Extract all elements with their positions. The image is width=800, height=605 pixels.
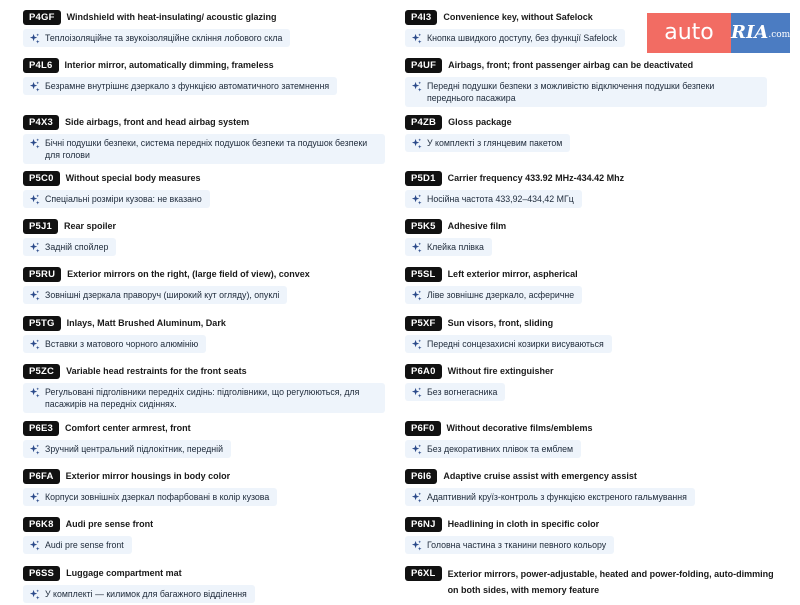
- translation-box: [23, 286, 287, 304]
- option-code-badge: P4X3: [23, 115, 59, 130]
- translation-box: [405, 134, 570, 152]
- option-code-badge: P5SL: [405, 267, 442, 282]
- option-item: [23, 421, 395, 460]
- option-item: [405, 171, 777, 210]
- translation-text: Адаптивний круїз-контроль з функцією екстреного гальмування: [427, 492, 687, 502]
- translation-text: Носійна частота 433,92–434,42 МГц: [427, 194, 574, 204]
- sparkle-icon: [29, 138, 40, 149]
- logo-ria-suffix: .com: [768, 30, 791, 40]
- translation-text: Audi pre sense front: [45, 540, 124, 550]
- option-code-badge: P4L6: [23, 58, 59, 73]
- option-name: Adaptive cruise assist with emergency assist: [443, 471, 637, 481]
- sparkle-icon: [29, 81, 40, 92]
- sparkle-icon: [29, 194, 40, 205]
- translation-box: [23, 585, 255, 603]
- sparkle-icon: [29, 290, 40, 301]
- translation-text: Спеціальні розміри кузова: не вказано: [45, 194, 202, 204]
- translation-text: Без вогнегасника: [427, 387, 498, 397]
- option-name: Carrier frequency 433.92 MHz-434.42 Mhz: [447, 173, 625, 183]
- option-code-badge: P5RU: [23, 267, 61, 282]
- option-item: [405, 364, 777, 403]
- option-name: Inlays, Matt Brushed Aluminum, Dark: [66, 318, 226, 328]
- option-item: [23, 267, 395, 306]
- sparkle-icon: [411, 492, 422, 503]
- option-code-badge: P6SS: [23, 566, 60, 581]
- translation-text: Безрамне внутрішнє дзеркало з функцією автоматичного затемнення: [45, 81, 330, 91]
- translation-box: [405, 286, 582, 304]
- translation-text: Клейка плівка: [427, 242, 484, 252]
- translation-box: [405, 238, 492, 256]
- option-item: [23, 58, 395, 97]
- option-name: Left exterior mirror, aspherical: [447, 269, 578, 279]
- sparkle-icon: [29, 339, 40, 350]
- translation-box: [23, 29, 290, 47]
- option-name: Without fire extinguisher: [447, 366, 554, 376]
- option-name: Sun visors, front, sliding: [447, 318, 554, 328]
- option-code-badge: P5D1: [405, 171, 442, 186]
- option-code-badge: P6A0: [405, 364, 442, 379]
- sparkle-icon: [411, 242, 422, 253]
- option-item: [23, 364, 395, 413]
- option-code-badge: P4I3: [405, 10, 437, 25]
- option-code-badge: P5C0: [23, 171, 60, 186]
- option-code-badge: P6E3: [23, 421, 59, 436]
- translation-text: Головна частина з тканини певного кольору: [427, 540, 607, 550]
- option-name: Audi pre sense front: [65, 519, 154, 529]
- option-name: Adhesive film: [447, 221, 507, 231]
- sparkle-icon: [29, 242, 40, 253]
- sparkle-icon: [411, 194, 422, 205]
- option-name: Side airbags, front and head airbag system: [65, 117, 250, 127]
- translation-text: Зручний центральний підлокітник, передній: [45, 444, 223, 454]
- option-item: [405, 316, 777, 355]
- translation-text: Вставки з матового чорного алюмінію: [45, 339, 199, 349]
- option-code-badge: P5TG: [23, 316, 61, 331]
- translation-box: [405, 488, 695, 506]
- option-code-badge: P6K8: [23, 517, 60, 532]
- translation-box: [405, 335, 612, 353]
- option-code-badge: P4ZB: [405, 115, 442, 130]
- option-code-badge: P4UF: [405, 58, 442, 73]
- translation-box: [23, 77, 337, 95]
- option-item: [405, 219, 777, 258]
- translation-text: Передні сонцезахисні козирки висуваються: [427, 339, 604, 349]
- option-item: [23, 469, 395, 508]
- autoria-logo: [647, 13, 791, 53]
- option-name: Convenience key, without Safelock: [443, 12, 593, 22]
- translation-box: [23, 383, 385, 413]
- translation-text: Ліве зовнішнє дзеркало, асферичне: [427, 290, 575, 300]
- option-item: [405, 566, 777, 598]
- translation-text: Теплоізоляційне та звукоізоляційне скління лобового скла: [45, 33, 283, 43]
- option-name: Exterior mirror housings in body color: [65, 471, 231, 481]
- logo-ria-text: RIA: [731, 22, 769, 43]
- translation-box: [405, 536, 614, 554]
- option-item: [23, 115, 395, 164]
- translation-box: [405, 29, 625, 47]
- translation-box: [23, 488, 277, 506]
- option-name: Airbags, front; front passenger airbag can be deactivated: [448, 60, 694, 70]
- option-item: [405, 517, 777, 556]
- option-item: [405, 421, 777, 460]
- option-code-badge: P5K5: [405, 219, 442, 234]
- translation-text: Передні подушки безпеки з можливістю відключення подушки безпеки переднього пасажира: [427, 81, 715, 103]
- translation-text: Задній спойлер: [45, 242, 109, 252]
- option-name: Comfort center armrest, front: [65, 423, 191, 433]
- translation-box: [23, 190, 210, 208]
- translation-box: [405, 190, 582, 208]
- sparkle-icon: [411, 33, 422, 44]
- translation-text: У комплекті — килимок для багажного відділення: [45, 589, 247, 599]
- option-code-badge: P5J1: [23, 219, 58, 234]
- translation-box: [23, 440, 231, 458]
- option-code-badge: P6XL: [405, 566, 442, 581]
- sparkle-icon: [411, 444, 422, 455]
- option-item: [405, 58, 777, 107]
- option-item: [23, 517, 395, 556]
- sparkle-icon: [411, 81, 422, 92]
- sparkle-icon: [411, 540, 422, 551]
- option-item: [23, 10, 395, 49]
- option-item: [23, 316, 395, 355]
- option-code-badge: P5XF: [405, 316, 442, 331]
- option-code-badge: P6NJ: [405, 517, 442, 532]
- option-name: Without special body measures: [65, 173, 201, 183]
- option-item: [405, 469, 777, 508]
- option-code-badge: P6F0: [405, 421, 441, 436]
- sparkle-icon: [29, 540, 40, 551]
- translation-text: У комплекті з глянцевим пакетом: [427, 138, 563, 148]
- sparkle-icon: [411, 387, 422, 398]
- option-name: Exterior mirrors on the right, (large field of view), convex: [67, 269, 310, 279]
- sparkle-icon: [29, 492, 40, 503]
- sparkle-icon: [411, 138, 422, 149]
- sparkle-icon: [29, 387, 40, 398]
- translation-box: [23, 335, 206, 353]
- option-code-badge: P6FA: [23, 469, 60, 484]
- sparkle-icon: [29, 589, 40, 600]
- option-name: Luggage compartment mat: [66, 568, 182, 578]
- translation-text: Корпуси зовнішніх дзеркал пофарбовані в колір кузова: [45, 492, 270, 502]
- option-item: [23, 219, 395, 258]
- translation-text: Зовнішні дзеркала праворуч (широкий кут огляду), опуклі: [45, 290, 280, 300]
- logo-ria-part: [731, 13, 790, 53]
- logo-auto-part: auto: [647, 13, 731, 53]
- translation-box: [23, 536, 132, 554]
- option-item: [405, 267, 777, 306]
- translation-text: Регульовані підголівники передніх сидінь: підголівники, що регулюються, для пасажирів на передніх сидіннях.: [45, 387, 360, 409]
- translation-box: [405, 440, 581, 458]
- translation-box: [405, 383, 505, 401]
- option-name: Rear spoiler: [64, 221, 117, 231]
- translation-box: [23, 238, 116, 256]
- sparkle-icon: [29, 33, 40, 44]
- translation-box: [405, 77, 767, 107]
- option-code-badge: P4GF: [23, 10, 61, 25]
- option-name: Headlining in cloth in specific color: [447, 519, 600, 529]
- sparkle-icon: [411, 339, 422, 350]
- option-item: [405, 115, 777, 154]
- option-name: Interior mirror, automatically dimming, frameless: [64, 60, 274, 70]
- translation-text: Кнопка швидкого доступу, без функції Safelock: [427, 33, 618, 43]
- option-name: Exterior mirrors, power-adjustable, heated and power-folding, auto-dimming on both sides, with memory feature: [447, 569, 774, 595]
- sparkle-icon: [411, 290, 422, 301]
- option-name: Windshield with heat-insulating/ acoustic glazing: [66, 12, 277, 22]
- option-name: Variable head restraints for the front seats: [66, 366, 247, 376]
- translation-text: Без декоративних плівок та емблем: [427, 444, 574, 454]
- translation-text: Бічні подушки безпеки, система передніх подушок безпеки та подушок безпеки для голови: [45, 138, 368, 160]
- option-code-badge: P6I6: [405, 469, 437, 484]
- option-name: Without decorative films/emblems: [446, 423, 593, 433]
- option-item: [23, 171, 395, 210]
- option-code-badge: P5ZC: [23, 364, 60, 379]
- option-item: [23, 566, 395, 605]
- option-name: Gloss package: [448, 117, 512, 127]
- translation-box: [23, 134, 385, 164]
- sparkle-icon: [29, 444, 40, 455]
